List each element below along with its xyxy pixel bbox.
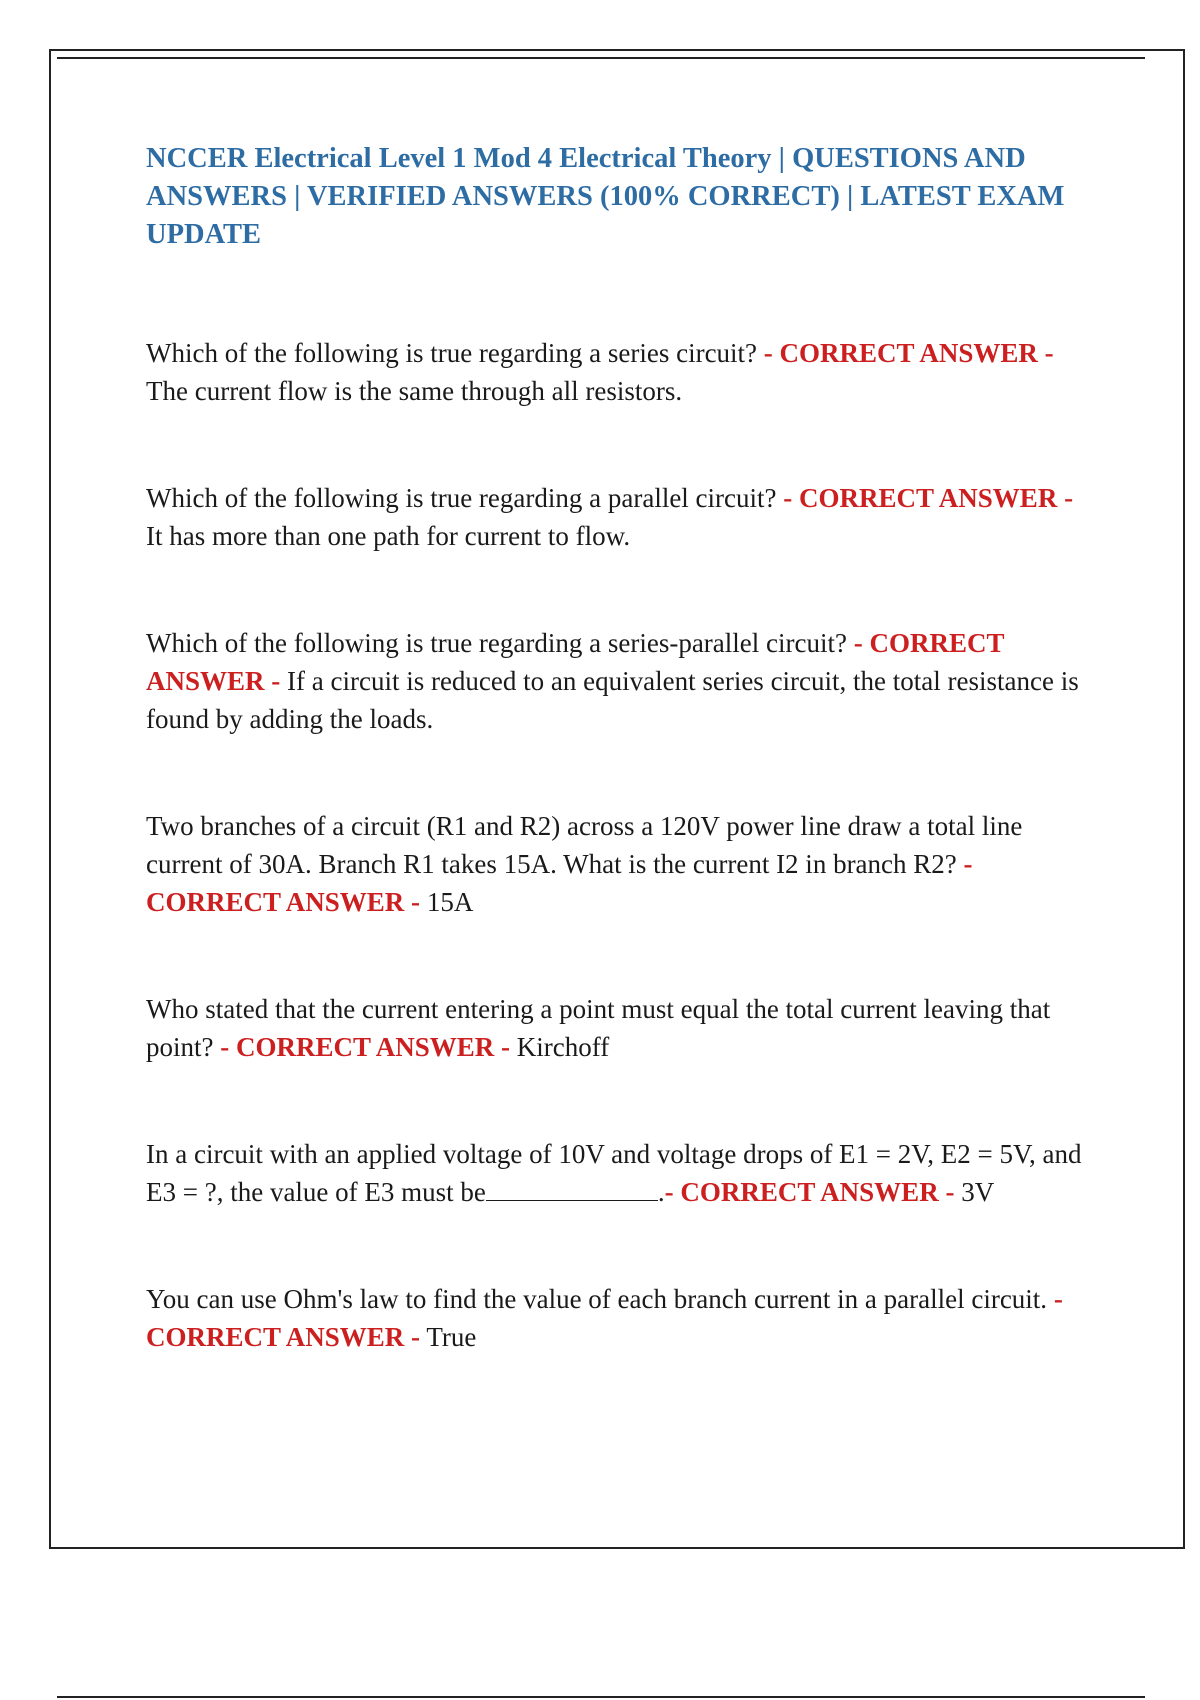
question-text: You can use Ohm's law to find the value of each branch current in a parallel circuit. <box>146 1284 1048 1314</box>
document-title: NCCER Electrical Level 1 Mod 4 Electrical Theory | QUESTIONS AND ANSWERS | VERIFIED ANSWERS (100% CORRECT) | LATEST EXAM UPDATE <box>146 143 1065 250</box>
correct-answer-marker: - CORRECT ANSWER - <box>783 483 1074 513</box>
question-text: In a circuit with an applied voltage of 10V and voltage drops of E1 = 2V, E2 = 5V, and E3 = ?, the value of E3 must be <box>146 1139 1082 1207</box>
correct-answer-marker: - CORRECT ANSWER - <box>146 849 973 917</box>
document-body <box>146 140 1096 1356</box>
question-text-end: . <box>657 1177 665 1207</box>
answer-text: 15A <box>426 887 474 917</box>
qa-item-5 <box>146 990 1096 1066</box>
correct-answer-marker: - CORRECT ANSWER - <box>220 1032 511 1062</box>
question-text: Two branches of a circuit (R1 and R2) across a 120V power line draw a total line current of 30A. Branch R1 takes 15A. What is the current I2 in branch R2? <box>146 811 1023 879</box>
answer-text: 3V <box>961 1177 995 1207</box>
answer-text: The current flow is the same through all resistors. <box>146 376 683 406</box>
correct-answer-marker: - CORRECT ANSWER - <box>763 338 1054 368</box>
top-rule <box>57 57 1145 59</box>
answer-text: True <box>426 1322 477 1352</box>
correct-answer-marker: - CORRECT ANSWER - <box>146 1284 1063 1352</box>
question-text: Which of the following is true regarding a series circuit? <box>146 338 758 368</box>
qa-item-2 <box>146 479 1096 555</box>
qa-item-1 <box>146 334 1096 410</box>
correct-answer-marker: - CORRECT ANSWER - <box>664 1177 955 1207</box>
qa-item-3 <box>146 624 1096 738</box>
qa-item-4 <box>146 807 1096 921</box>
correct-answer-marker: - CORRECT ANSWER - <box>146 628 1005 696</box>
answer-text: It has more than one path for current to flow. <box>146 521 631 551</box>
qa-item-6 <box>146 1135 1096 1211</box>
question-text: Who stated that the current entering a point must equal the total current leaving that point? <box>146 994 1051 1062</box>
bottom-rule <box>57 1696 1145 1698</box>
question-text: Which of the following is true regarding a parallel circuit? <box>146 483 777 513</box>
answer-text: Kirchoff <box>516 1032 610 1062</box>
answer-text: If a circuit is reduced to an equivalent series circuit, the total resistance is found by adding the loads. <box>146 666 1079 734</box>
qa-item-7 <box>146 1280 1096 1356</box>
fill-in-blank <box>486 1174 658 1201</box>
question-text: Which of the following is true regarding a series-parallel circuit? <box>146 628 847 658</box>
